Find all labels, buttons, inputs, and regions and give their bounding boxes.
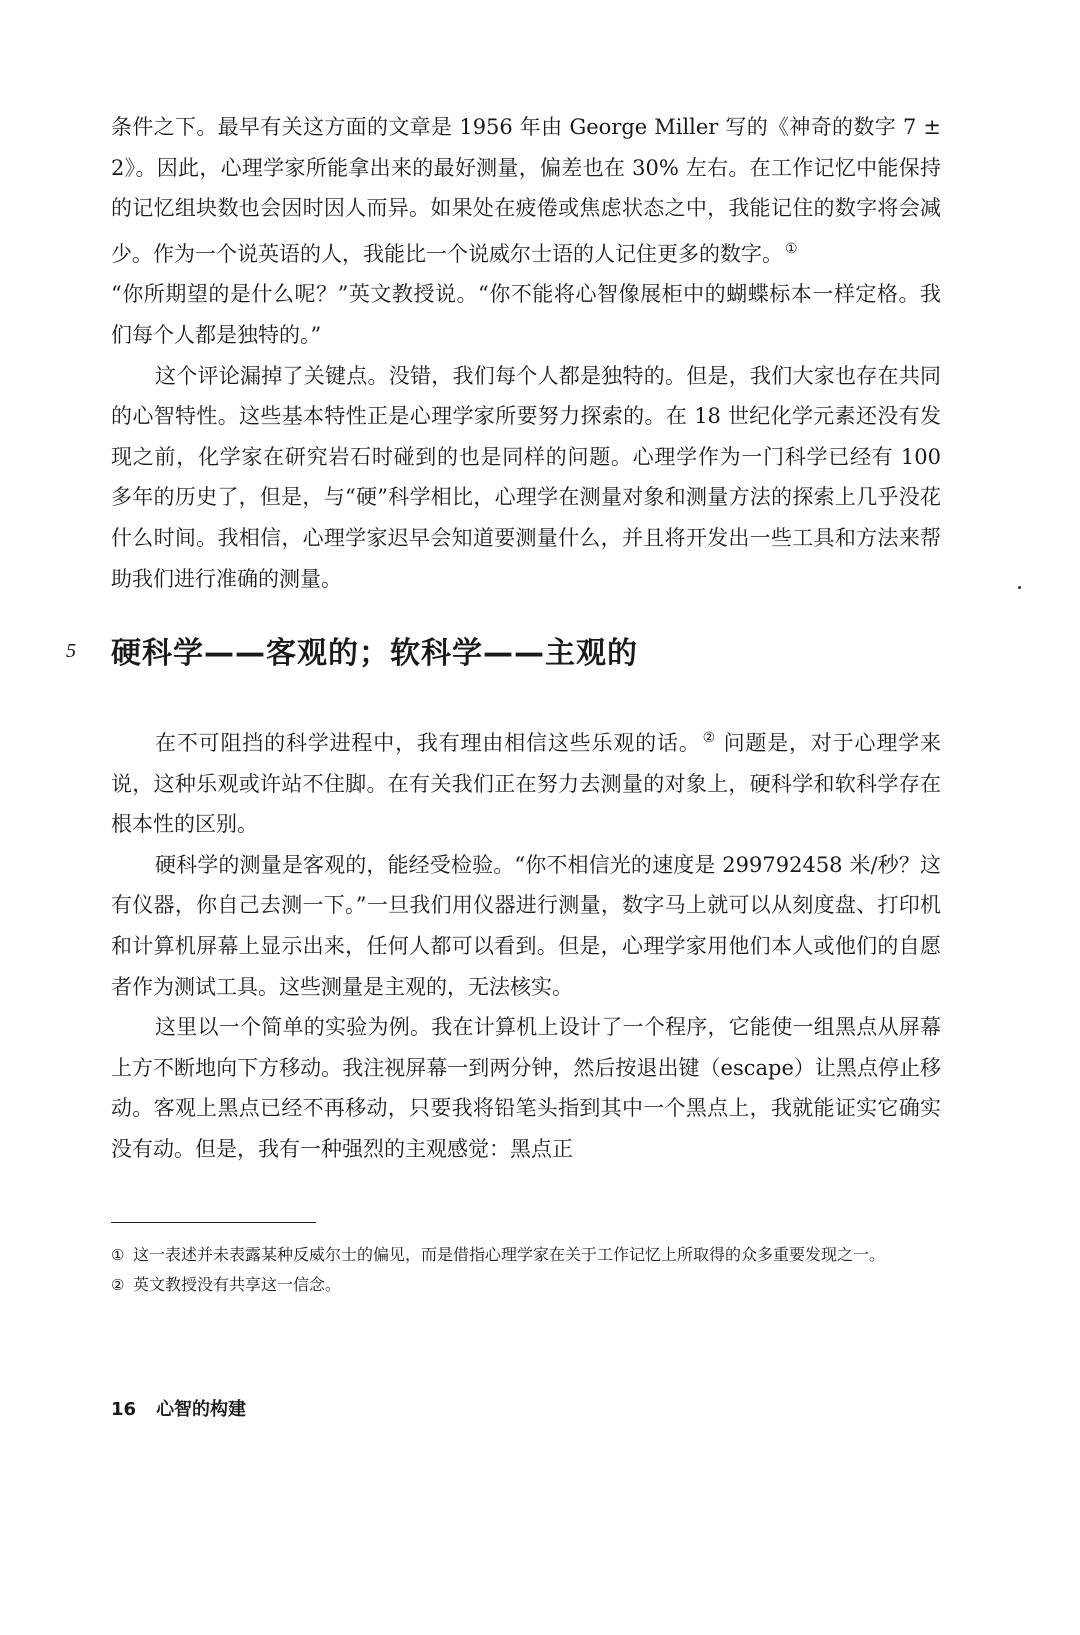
- paragraph: “你所期望的是什么呢？”英文教授说。“你不能将心智像展柜中的蝴蝶标本一样定格。我们每个人都是独特的。”: [111, 282, 941, 347]
- footnote-2: [111, 1270, 941, 1300]
- footnote-divider: [111, 1222, 316, 1223]
- paragraph: 这个评论漏掉了关键点。没错，我们每个人都是独特的。但是，我们大家也存在共同的心智特性。这些基本特性正是心理学家所要努力探索的。在 18 世纪化学元素还没有发现之前，化学家在研究岩石时碰到的也是同样的问题。心理学作为一门科学已经有 100 多年的历史了，但是，与“硬”科学相比，心理学在测量对象和测量方法的探索上几乎没花什么时间。我相信，心理学家迟早会知道要测量什么，并且将开发出一些工具和方法来帮助我们进行准确的测量。: [111, 363, 941, 591]
- body-text-top: [111, 107, 941, 599]
- book-title: 心智的构建: [156, 1399, 247, 1420]
- footnote-mark: ②: [111, 1276, 125, 1294]
- margin-mark: [1018, 586, 1021, 589]
- footnotes: [111, 1240, 941, 1300]
- section-title: 硬科学——客观的；软科学——主观的: [111, 636, 638, 671]
- paragraph: 条件之下。最早有关这方面的文章是 1956 年由 George Miller 写的《神奇的数字 7 ± 2》。因此，心理学家所能拿出来的最好测量，偏差也在 30% 左右。在工作记忆中能保持的记忆组块数也会因时因人而异。如果处在疲倦或焦虑状态之中，我能记住的数字将会减少。作为一个说英语的人，我能比一个说威尔士语的人记住更多的数字。 ①: [111, 115, 941, 266]
- page-number: 16: [111, 1399, 137, 1420]
- footnote-1: [111, 1240, 941, 1270]
- footnote-ref-2[interactable]: ②: [702, 730, 717, 746]
- footnote-text: 这一表述并未表露某种反威尔士的偏见，而是借指心理学家在关于工作记忆上所取得的众多重要发现之一。: [133, 1245, 886, 1264]
- section-number: 5: [66, 640, 76, 662]
- footnote-mark: ①: [111, 1246, 125, 1264]
- page-footer: [111, 1395, 246, 1421]
- paragraph: 硬科学的测量是客观的，能经受检验。“你不相信光的速度是 299792458 米/秒？这有仪器，你自己去测一下。”一旦我们用仪器进行测量，数字马上就可以从刻度盘、打印机和计算机屏幕上显示出来，任何人都可以看到。但是，心理学家用他们本人或他们的自愿者作为测试工具。这些测量是主观的，无法核实。: [111, 852, 941, 999]
- footnote-ref-1[interactable]: ①: [785, 240, 798, 257]
- footnote-text: 英文教授没有共享这一信念。: [133, 1275, 342, 1294]
- body-text-bottom: [111, 718, 941, 1170]
- paragraph: 在不可阻挡的科学进程中，我有理由相信这些乐观的话。 ② 问题是，对于心理学来说，这种乐观或许站不住脚。在有关我们正在努力去测量的对象上，硬科学和软科学存在根本性的区别。: [111, 730, 942, 837]
- paragraph: 这里以一个简单的实验为例。我在计算机上设计了一个程序，它能使一组黑点从屏幕上方不断地向下方移动。我注视屏幕一到两分钟，然后按退出键（escape）让黑点停止移动。客观上黑点已经不再移动，只要我将铅笔头指到其中一个黑点上，我就能证实它确实没有动。但是，我有一种强烈的主观感觉：黑点正: [111, 1015, 941, 1161]
